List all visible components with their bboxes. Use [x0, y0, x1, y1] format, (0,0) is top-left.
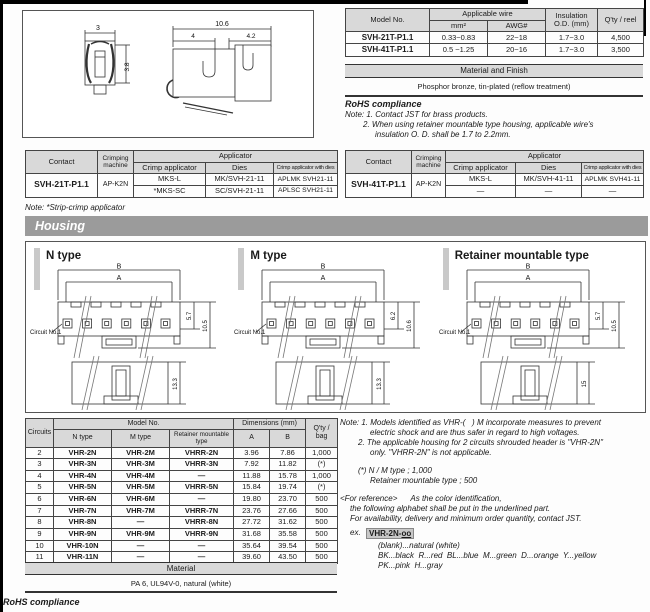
col-n-type: N type — [54, 430, 112, 447]
color-code-line: (blank)...natural (white) — [378, 541, 460, 550]
crimp-cell: MKS-L — [134, 174, 206, 186]
dim-a-cell: 7.92 — [234, 459, 270, 471]
housing-table-row — [26, 505, 338, 517]
contact-cell: SVH-41T-P1.1 — [346, 174, 412, 197]
svg-text:10.6: 10.6 — [407, 320, 414, 332]
dim-a-cell: 15.84 — [234, 482, 270, 494]
housing-drawing-svg — [30, 262, 226, 410]
note-line: 2. When using retainer mountable type housing, applicable wire's — [363, 120, 594, 129]
circuits-cell: 6 — [26, 494, 54, 506]
col-retainer-type: Retainer mountable type — [170, 430, 234, 447]
svg-text:Circuit No.1: Circuit No.1 — [234, 330, 266, 336]
contact-dimension-drawing — [22, 10, 314, 138]
mm2-cell: 0.33~0.83 — [430, 32, 488, 44]
dim-label-3-8: 3.8 — [124, 62, 131, 72]
col-applicator: Applicator — [134, 151, 338, 163]
wire-table-row — [346, 32, 644, 44]
crimp-cell: — — [446, 185, 516, 197]
svg-text:A: A — [525, 275, 531, 282]
col-dies: Dies — [516, 162, 582, 174]
model-r-cell: VHRR-7N — [170, 505, 234, 517]
dim-a-cell: 39.60 — [234, 552, 270, 564]
dim-label-3: 3 — [96, 25, 100, 32]
scan-artifact-left — [0, 0, 3, 612]
model-r-cell: — — [170, 540, 234, 552]
housing-table-row — [26, 470, 338, 482]
svg-text:5.7: 5.7 — [187, 311, 193, 321]
example-model-prefix: VHR-2N- — [369, 529, 402, 538]
model-m-cell: VHR-7M — [112, 505, 170, 517]
applicator-row — [346, 174, 644, 186]
col-crimping-machine: Crimping machine — [412, 151, 446, 174]
col-mm2: mm² — [430, 20, 488, 32]
contact-cell: SVH-21T-P1.1 — [26, 174, 98, 197]
svg-text:B: B — [525, 263, 531, 271]
model-m-cell: — — [112, 540, 170, 552]
svg-text:13.3: 13.3 — [173, 378, 179, 390]
svg-text:15: 15 — [581, 380, 588, 388]
model-n-cell: VHR-6N — [54, 494, 112, 506]
model-n-cell: VHR-8N — [54, 517, 112, 529]
housing-table-row — [26, 482, 338, 494]
col-applicable-wire: Applicable wire — [430, 9, 546, 21]
col-crimp-applicator-with-dies: Crimp applicator with dies — [582, 162, 644, 174]
model-n-cell: VHR-2N — [54, 447, 112, 459]
material-finish-value: Phosphor bronze, tin-plated (reflow treatment) — [417, 82, 571, 91]
rohs-compliance-title: RoHS compliance — [345, 99, 422, 109]
model-cell: SVH-21T-P1.1 — [346, 32, 430, 44]
qty-cell: 500 — [306, 540, 338, 552]
col-circuits: Circuits — [26, 419, 54, 448]
note-line: 2. The applicable housing for 2 circuits shrouded header is "VHR-2N" — [358, 438, 603, 447]
example-model-suffix: oo — [401, 529, 412, 538]
housing-panel-retainer-type — [435, 242, 645, 412]
connector-drawing-retainer — [439, 262, 635, 415]
col-insulation-od: Insulation O.D. (mm) — [546, 9, 598, 32]
model-r-cell: — — [170, 470, 234, 482]
dim-b-cell: 35.58 — [270, 528, 306, 540]
svg-text:10.5: 10.5 — [611, 320, 618, 332]
qty-cell: 500 — [306, 552, 338, 564]
svg-text:B: B — [116, 263, 122, 271]
strip-crimp-note: Note: *Strip-crimp applicator — [25, 203, 126, 212]
housing-table-row — [26, 459, 338, 471]
col-crimping-machine: Crimping machine — [98, 151, 134, 174]
dim-a-cell: 11.88 — [234, 470, 270, 482]
housing-table-row — [26, 494, 338, 506]
dim-a-cell: 23.76 — [234, 505, 270, 517]
col-crimp-applicator: Crimp applicator — [134, 162, 206, 174]
svg-text:A: A — [321, 275, 326, 282]
model-r-cell: VHRR-2N — [170, 447, 234, 459]
model-r-cell: VHRR-5N — [170, 482, 234, 494]
note-line: Retainer mountable type ; 500 — [370, 476, 478, 485]
col-m-type: M type — [112, 430, 170, 447]
svg-text:13.3: 13.3 — [377, 378, 384, 390]
applicator-table-41t — [345, 150, 643, 198]
note-line: Note: 1. Contact JST for brass products. — [345, 110, 488, 119]
dim-b-cell: 43.50 — [270, 552, 306, 564]
machine-cell: AP-K2N — [98, 174, 134, 197]
dim-a-cell: 35.64 — [234, 540, 270, 552]
mm2-cell: 0.5 ~1.25 — [430, 44, 488, 56]
housing-model-table — [25, 418, 337, 564]
model-n-cell: VHR-7N — [54, 505, 112, 517]
example-row — [340, 528, 648, 539]
col-awg: AWG# — [488, 20, 546, 32]
material-value: PA 6, UL94V-0, natural (white) — [130, 579, 232, 588]
qty-cell: 500 — [306, 528, 338, 540]
housing-table-row — [26, 447, 338, 459]
model-n-cell: VHR-10N — [54, 540, 112, 552]
model-m-cell: — — [112, 517, 170, 529]
crimp-dies-cell: APLMK SVH21-11 — [274, 174, 338, 186]
qty-cell: 500 — [306, 494, 338, 506]
qty-cell: 1,000 — [306, 447, 338, 459]
model-n-cell: VHR-3N — [54, 459, 112, 471]
note-line: For availability, delivery and minimum order quantity, contact JST. — [350, 514, 582, 523]
col-applicator: Applicator — [446, 151, 644, 163]
dim-a-cell: 31.68 — [234, 528, 270, 540]
crimp-cell: MKS-L — [446, 174, 516, 186]
col-contact: Contact — [26, 151, 98, 174]
dim-label-10-6: 10.6 — [215, 21, 229, 28]
housing-section-header: Housing — [25, 216, 648, 236]
color-code-line: BK...black R...red BL...blue M...green D...orange Y...yellow — [378, 551, 597, 560]
housing-panel-m-type — [230, 242, 434, 412]
crimp-dies-cell: APLSC SVH21-11 — [274, 185, 338, 197]
note-line: Note: 1. Models identified as VHR-( ) M incorporate measures to prevent — [340, 418, 601, 427]
model-m-cell: VHR-5M — [112, 482, 170, 494]
qty-cell: 500 — [306, 505, 338, 517]
applicator-table-21t — [25, 150, 337, 198]
circuits-cell: 8 — [26, 517, 54, 529]
crimp-dies-cell: — — [582, 185, 644, 197]
qty-cell: (*) — [306, 459, 338, 471]
dim-a-cell: 19.80 — [234, 494, 270, 506]
col-contact: Contact — [346, 151, 412, 174]
qty-cell: 1,000 — [306, 470, 338, 482]
qty-cell: 4,500 — [598, 32, 644, 44]
panel-title: M type — [250, 250, 287, 262]
dim-label-4-2: 4.2 — [246, 33, 256, 40]
model-m-cell: VHR-6M — [112, 494, 170, 506]
svg-text:6.2: 6.2 — [391, 311, 398, 321]
wire-table-row — [346, 44, 644, 56]
color-code-line: PK...pink H...gray — [378, 561, 443, 570]
divider — [345, 95, 643, 97]
circuits-cell: 7 — [26, 505, 54, 517]
note-line: electric shock and are thus safer in regard to high voltages. — [370, 428, 580, 437]
example-model-highlight — [366, 528, 414, 539]
svg-text:5.7: 5.7 — [595, 311, 602, 321]
dim-b-cell: 15.78 — [270, 470, 306, 482]
model-n-cell: VHR-9N — [54, 528, 112, 540]
applicator-row — [26, 174, 338, 186]
dies-cell: SC/SVH-21-11 — [206, 185, 274, 197]
model-r-cell: VHRR-8N — [170, 517, 234, 529]
housing-notes — [340, 418, 648, 571]
circuits-cell: 2 — [26, 447, 54, 459]
contact-drawing-svg — [23, 11, 313, 137]
svg-text:Circuit No.1: Circuit No.1 — [30, 330, 62, 336]
dies-cell: MK/SVH-21-11 — [206, 174, 274, 186]
model-r-cell: — — [170, 552, 234, 564]
model-m-cell: VHR-2M — [112, 447, 170, 459]
col-crimp-applicator: Crimp applicator — [446, 162, 516, 174]
note-line: <For reference> As the color identification, — [340, 494, 502, 503]
panel-title: N type — [46, 250, 82, 262]
rohs-compliance-bottom: RoHS compliance — [3, 597, 80, 607]
dim-b-cell: 19.74 — [270, 482, 306, 494]
model-cell: SVH-41T-P1.1 — [346, 44, 430, 56]
svg-text:10.5: 10.5 — [203, 320, 209, 332]
material-finish-bar: Material and Finish — [345, 64, 643, 78]
circuits-cell: 5 — [26, 482, 54, 494]
col-dies: Dies — [206, 162, 274, 174]
col-b: B — [270, 430, 306, 447]
model-n-cell: VHR-4N — [54, 470, 112, 482]
crimp-dies-cell: APLMK SVH41-11 — [582, 174, 644, 186]
col-dimensions: Dimensions (mm) — [234, 419, 306, 430]
note-line: only. "VHRR-2N" is not applicable. — [370, 448, 492, 457]
qty-cell: (*) — [306, 482, 338, 494]
dim-b-cell: 11.82 — [270, 459, 306, 471]
dim-b-cell: 39.54 — [270, 540, 306, 552]
dies-cell: — — [516, 185, 582, 197]
divider — [25, 591, 337, 593]
svg-text:B: B — [321, 263, 326, 271]
housing-table-row — [26, 517, 338, 529]
dim-b-cell: 27.66 — [270, 505, 306, 517]
awg-cell: 20~16 — [488, 44, 546, 56]
housing-table-row — [26, 528, 338, 540]
model-n-cell: VHR-5N — [54, 482, 112, 494]
circuits-cell: 9 — [26, 528, 54, 540]
connector-drawing-n — [30, 262, 226, 415]
circuits-cell: 11 — [26, 552, 54, 564]
model-m-cell: VHR-4M — [112, 470, 170, 482]
rohs-top-notes — [345, 110, 645, 140]
housing-table-row — [26, 540, 338, 552]
scan-artifact-right — [644, 0, 646, 36]
housing-panel-n-type — [26, 242, 230, 412]
note-line: insulation O. D. shall be 1.7 to 2.2mm. — [375, 130, 511, 139]
circuits-cell: 4 — [26, 470, 54, 482]
connector-drawing-m — [234, 262, 430, 415]
dim-a-cell: 27.72 — [234, 517, 270, 529]
note-line: the following alphabet shall be put in the underlined part. — [350, 504, 551, 513]
od-cell: 1.7~3.0 — [546, 32, 598, 44]
note-line: (*) N / M type ; 1,000 — [358, 466, 432, 475]
col-model-no: Model No. — [54, 419, 234, 430]
dim-b-cell: 7.86 — [270, 447, 306, 459]
col-a: A — [234, 430, 270, 447]
od-cell: 1.7~3.0 — [546, 44, 598, 56]
dim-label-4: 4 — [191, 33, 195, 40]
housing-drawing-svg — [439, 262, 635, 410]
col-qty-reel: Q'ty / reel — [598, 9, 644, 32]
model-r-cell: VHRR-9N — [170, 528, 234, 540]
dim-b-cell: 31.62 — [270, 517, 306, 529]
col-qty-bag: Q'ty / bag — [306, 419, 338, 448]
machine-cell: AP-K2N — [412, 174, 446, 197]
crimp-cell: *MKS-SC — [134, 185, 206, 197]
model-r-cell: — — [170, 494, 234, 506]
applicable-wire-table — [345, 8, 643, 57]
svg-text:A: A — [116, 275, 122, 282]
qty-cell: 500 — [306, 517, 338, 529]
circuits-cell: 3 — [26, 459, 54, 471]
model-n-cell: VHR-11N — [54, 552, 112, 564]
col-crimp-applicator-with-dies: Crimp applicator with dies — [274, 162, 338, 174]
model-r-cell: VHRR-3N — [170, 459, 234, 471]
housing-drawings-box — [25, 241, 646, 413]
qty-cell: 3,500 — [598, 44, 644, 56]
col-model-no: Model No. — [346, 9, 430, 32]
scan-artifact-top — [0, 0, 528, 4]
dim-b-cell: 23.70 — [270, 494, 306, 506]
model-m-cell: VHR-9M — [112, 528, 170, 540]
svg-text:Circuit No.1: Circuit No.1 — [438, 330, 471, 336]
housing-drawing-svg — [234, 262, 430, 410]
example-label: ex. — [350, 528, 361, 537]
dim-a-cell: 3.96 — [234, 447, 270, 459]
circuits-cell: 10 — [26, 540, 54, 552]
dies-cell: MK/SVH-41-11 — [516, 174, 582, 186]
awg-cell: 22~18 — [488, 32, 546, 44]
model-m-cell: — — [112, 552, 170, 564]
material-bar: Material — [25, 562, 337, 575]
panel-title: Retainer mountable type — [454, 250, 589, 262]
model-m-cell: VHR-3M — [112, 459, 170, 471]
